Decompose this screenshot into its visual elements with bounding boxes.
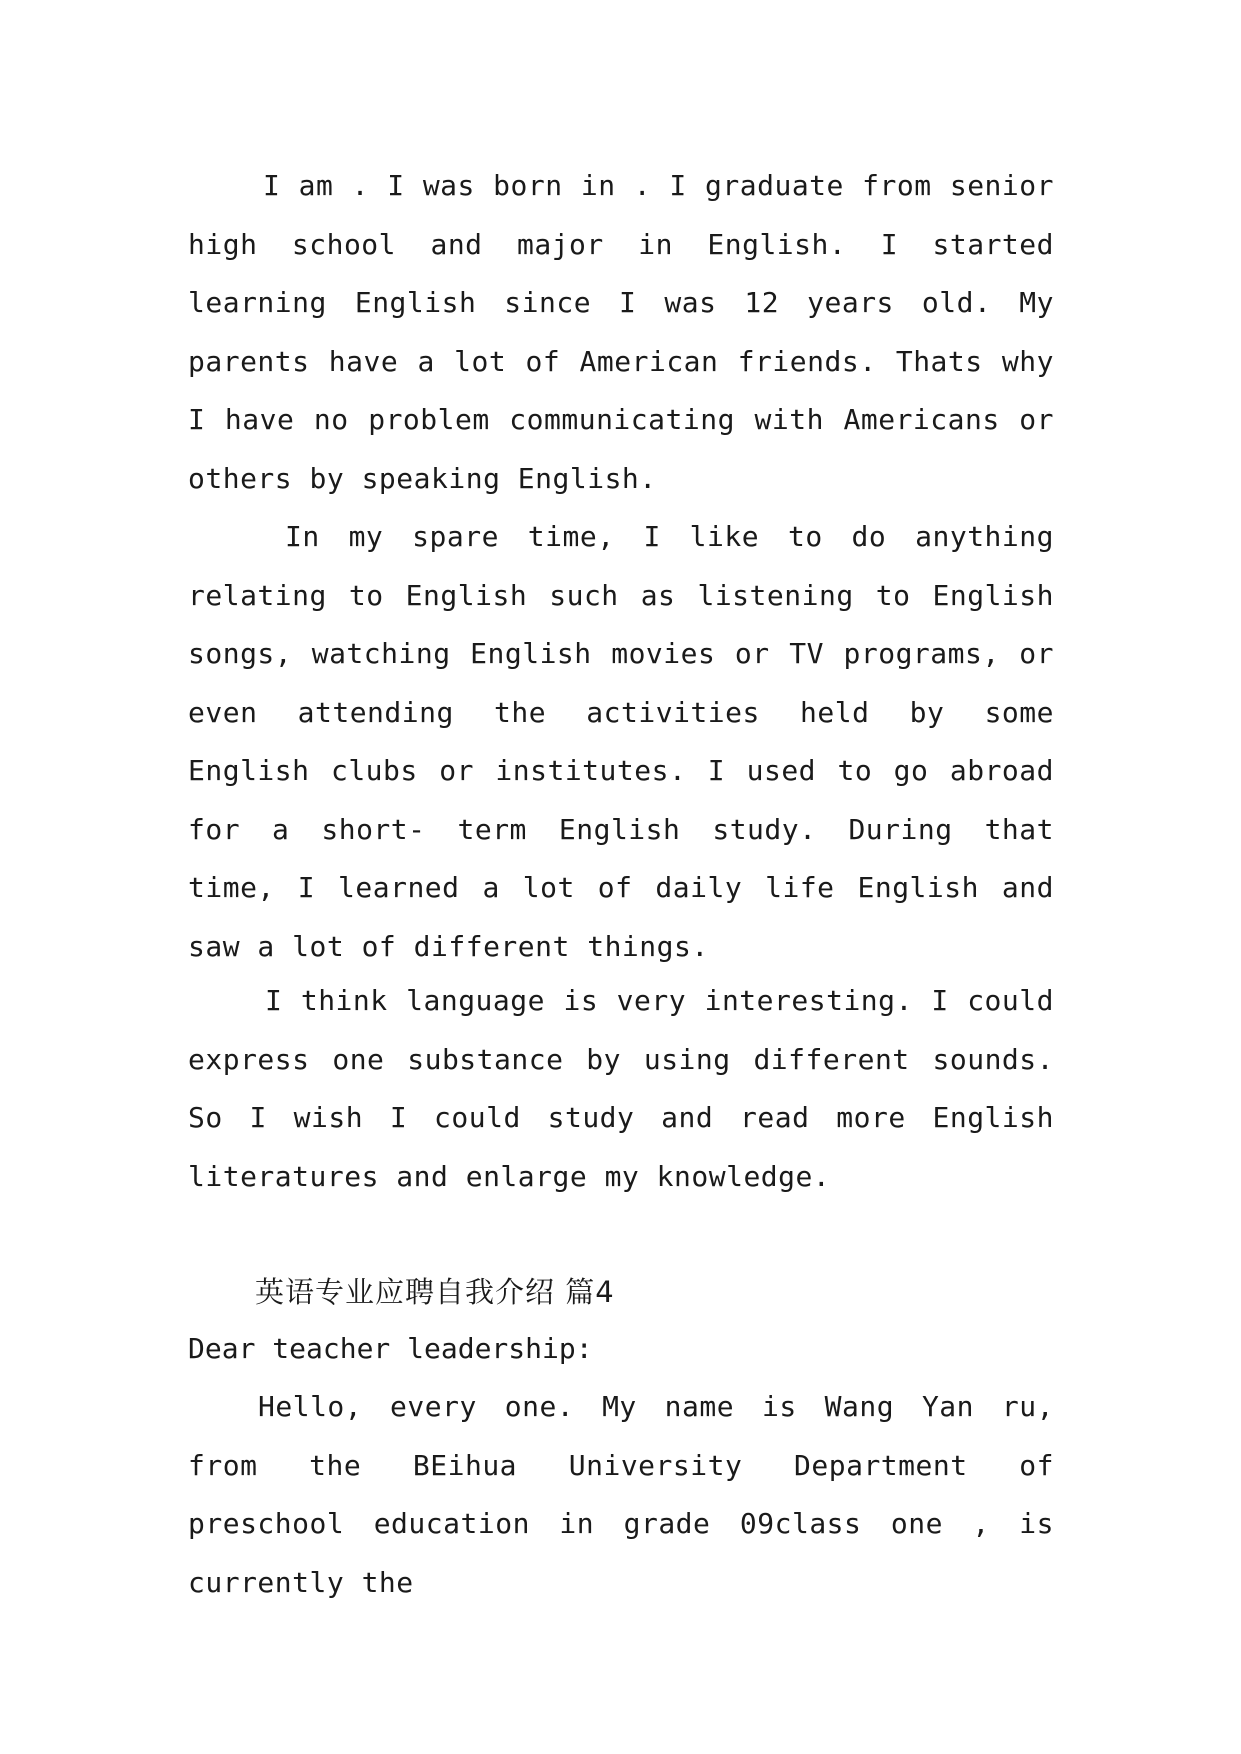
paragraph-1: I am . I was born in . I graduate from senior high school and major in English. I started learning English since I was 12 years old. My parents have a lot of American friends. Thats why I have no problem communicating with Americans or others by speaking English. [188,169,1054,495]
paragraph-block [188,1378,1054,1612]
paragraph-block [188,508,1054,976]
paragraph-2: In my spare time, I like to do anything relating to English such as listening to English songs, watching English movies or TV programs, or even attending the activities held by some English clubs or institutes. I used to go abroad for a short- term English study. During that time, I learned a lot of daily life English and saw a lot of different things. [188,520,1054,963]
letter-salutation: Dear teacher leadership: [188,1332,593,1365]
letter-paragraph: Hello, every one. My name is Wang Yan ru, from the BEihua University Department of preschool education in grade 09class one , is currently the [188,1390,1054,1599]
paragraph-3: I think language is very interesting. I could express one substance by using different sounds. So I wish I could study and read more English literatures and enlarge my knowledge. [188,984,1054,1193]
paragraph-block [188,972,1054,1206]
section-heading: 英语专业应聘自我介绍 篇4 [255,1275,615,1309]
paragraph-block [188,157,1054,508]
